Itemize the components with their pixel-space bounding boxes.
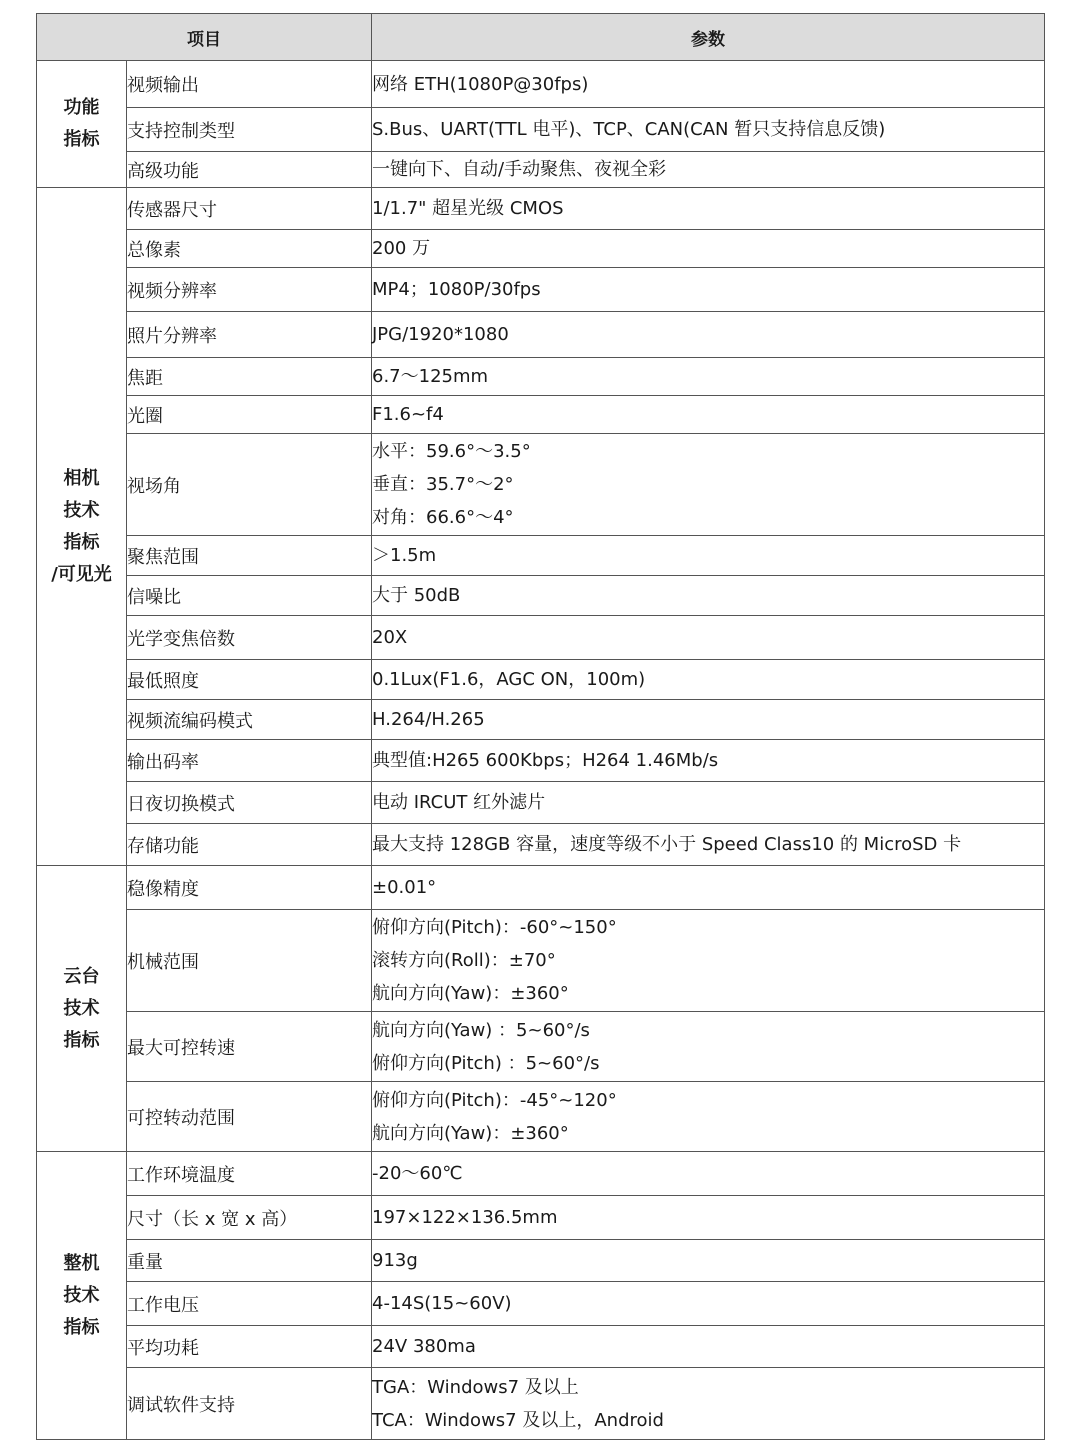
value-cell [372,700,1045,740]
value-line: 最大支持 128GB 容量，速度等级不小于 Speed Class10 的 MicroSD 卡 [372,834,962,855]
table-row [37,230,1045,268]
value-line: H.264/H.265 [372,709,485,730]
value-line: TCA：Windows7 及以上，Android [372,1409,664,1431]
value-line: JPG/1920*1080 [372,324,509,345]
value-line: ＞1.5m [372,545,437,566]
value-cell [372,740,1045,782]
value-line: 电动 IRCUT 红外滤片 [372,792,546,813]
item-cell: 信噪比 [127,576,372,616]
item-cell: 聚焦范围 [127,536,372,576]
spec-table [36,13,1045,1440]
group-label-line: 功能 [63,97,100,118]
value-cell [372,152,1045,188]
group-label [37,1152,127,1440]
header-item: 项目 [37,14,372,61]
header-row [37,14,1045,61]
value-cell [372,434,1045,536]
value-line: 大于 50dB [372,585,461,606]
value-line: 俯仰方向(Pitch)：-60°~150° [372,917,617,938]
value-line: 200 万 [372,238,431,259]
group-label [37,188,127,866]
value-line: 1/1.7" 超星光级 CMOS [372,198,564,219]
value-cell [372,824,1045,866]
group-label-line: 技术 [63,499,100,521]
item-cell: 视场角 [127,434,372,536]
item-cell: 总像素 [127,230,372,268]
item-cell: 视频流编码模式 [127,700,372,740]
item-cell: 尺寸（长 x 宽 x 高） [127,1196,372,1240]
table-row [37,108,1045,152]
value-line: 913g [372,1250,418,1271]
table-row [37,61,1045,108]
value-line: 航向方向(Yaw)：±360° [372,983,569,1004]
table-row [37,1152,1045,1196]
item-cell: 传感器尺寸 [127,188,372,230]
item-cell: 稳像精度 [127,866,372,910]
item-cell: 光学变焦倍数 [127,616,372,660]
value-cell [372,660,1045,700]
group-label-line: 指标 [63,129,100,150]
group-label-line: 指标 [63,1316,100,1338]
value-cell [372,268,1045,312]
value-line: -20～60℃ [372,1163,463,1184]
value-line: 航向方向(Yaw) ：5~60°/s [372,1019,590,1041]
value-cell [372,312,1045,358]
value-cell [372,576,1045,616]
item-cell: 平均功耗 [127,1326,372,1368]
table-row [37,782,1045,824]
value-cell [372,230,1045,268]
item-cell: 高级功能 [127,152,372,188]
value-cell [372,1282,1045,1326]
table-row [37,1240,1045,1282]
value-cell [372,358,1045,396]
value-line: 垂直：35.7°～2° [372,474,514,495]
item-cell: 视频输出 [127,61,372,108]
value-cell [372,61,1045,108]
value-line: 20X [372,627,408,648]
table-row [37,434,1045,536]
table-row [37,740,1045,782]
value-line: 航向方向(Yaw)：±360° [372,1122,569,1144]
table-row [37,152,1045,188]
group-label-line: 指标 [63,531,100,553]
value-line: 水平：59.6°～3.5° [372,441,531,462]
table-row [37,1368,1045,1440]
item-cell: 重量 [127,1240,372,1282]
value-line: 网络 ETH(1080P@30fps) [372,73,589,95]
item-cell: 存储功能 [127,824,372,866]
item-cell: 最低照度 [127,660,372,700]
table-row [37,1012,1045,1082]
value-line: 俯仰方向(Pitch)：-45°~120° [372,1089,617,1111]
value-line: 197×122×136.5mm [372,1207,558,1228]
value-line: 对角：66.6°～4° [372,507,514,528]
value-line: 滚转方向(Roll)：±70° [372,950,556,971]
table-row [37,616,1045,660]
group-label-line: 云台 [63,965,100,987]
table-row [37,358,1045,396]
group-label-line: 技术 [63,997,100,1019]
table-row [37,1196,1045,1240]
spec-table-body [37,61,1045,1440]
value-cell [372,536,1045,576]
value-cell [372,108,1045,152]
table-row [37,1326,1045,1368]
value-cell [372,1240,1045,1282]
value-line: 6.7～125mm [372,366,489,387]
value-line: 一键向下、自动/手动聚焦、夜视全彩 [372,159,667,180]
value-line: 24V 380ma [372,1336,476,1357]
value-line: 0.1Lux(F1.6，AGC ON，100m) [372,669,646,690]
table-row [37,660,1045,700]
value-cell [372,1196,1045,1240]
item-cell: 机械范围 [127,910,372,1012]
value-line: ±0.01° [372,877,437,898]
value-cell [372,396,1045,434]
table-row [37,536,1045,576]
value-cell [372,866,1045,910]
table-row [37,700,1045,740]
value-line: 典型值:H265 600Kbps；H264 1.46Mb/s [372,750,719,771]
group-label-line: 整机 [63,1252,100,1274]
group-label-line: 指标 [63,1029,100,1051]
value-cell [372,1152,1045,1196]
table-row [37,866,1045,910]
value-line: F1.6~f4 [372,404,444,425]
value-cell [372,1012,1045,1082]
table-row [37,576,1045,616]
table-row [37,1282,1045,1326]
table-row [37,910,1045,1012]
value-cell [372,188,1045,230]
table-row [37,824,1045,866]
value-cell [372,1368,1045,1440]
item-cell: 输出码率 [127,740,372,782]
item-cell: 光圈 [127,396,372,434]
table-row [37,1082,1045,1152]
item-cell: 工作环境温度 [127,1152,372,1196]
item-cell: 焦距 [127,358,372,396]
group-label [37,866,127,1152]
group-label [37,61,127,188]
value-line: TGA：Windows7 及以上 [372,1376,579,1398]
item-cell: 调试软件支持 [127,1368,372,1440]
group-label-line: 相机 [63,467,100,489]
item-cell: 支持控制类型 [127,108,372,152]
table-row [37,312,1045,358]
item-cell: 可控转动范围 [127,1082,372,1152]
value-line: S.Bus、UART(TTL 电平)、TCP、CAN(CAN 暂只支持信息反馈) [372,119,886,140]
value-line: MP4；1080P/30fps [372,279,541,300]
value-cell [372,910,1045,1012]
group-label-line: /可见光 [51,563,112,585]
item-cell: 日夜切换模式 [127,782,372,824]
table-row [37,268,1045,312]
group-label-line: 技术 [63,1284,100,1306]
item-cell: 视频分辨率 [127,268,372,312]
header-param: 参数 [372,14,1045,61]
item-cell: 照片分辨率 [127,312,372,358]
value-cell [372,616,1045,660]
table-row [37,396,1045,434]
value-cell [372,782,1045,824]
item-cell: 最大可控转速 [127,1012,372,1082]
value-cell [372,1082,1045,1152]
value-line: 4-14S(15~60V) [372,1293,512,1314]
table-row [37,188,1045,230]
value-line: 俯仰方向(Pitch) ：5~60°/s [372,1052,600,1074]
value-cell [372,1326,1045,1368]
item-cell: 工作电压 [127,1282,372,1326]
